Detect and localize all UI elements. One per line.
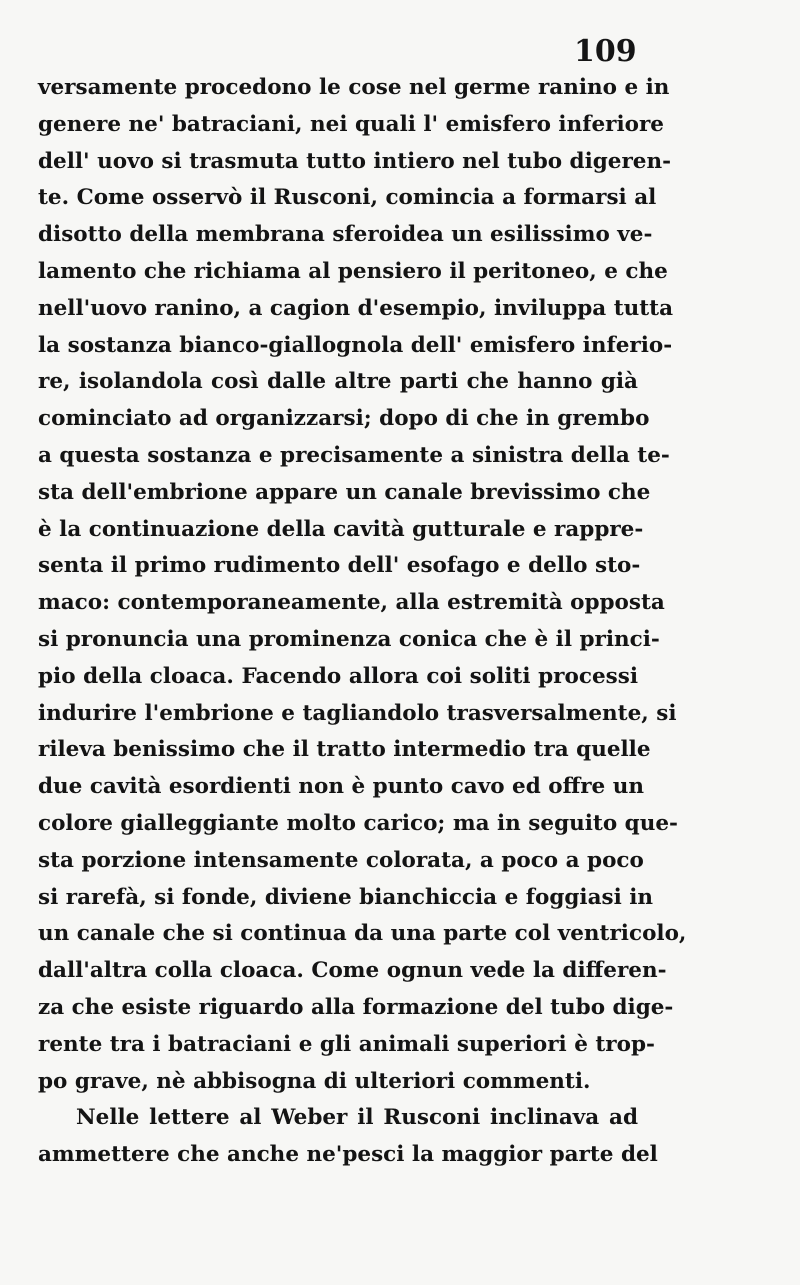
- text-line: rente tra i batraciani e gli animali superiori è trop-: [38, 1031, 655, 1057]
- text-line: genere ne' batraciani, nei quali l' emisfero inferiore: [38, 111, 664, 137]
- text-line: è la continuazione della cavità gutturale e rappre-: [38, 516, 644, 542]
- text-line: re, isolandola così dalle altre parti che hanno già: [38, 369, 638, 395]
- text-line: ammettere che anche ne'pesci la maggior parte del: [38, 1142, 658, 1168]
- text-line: disotto della membrana sferoidea un esilissimo ve-: [38, 222, 653, 248]
- text-line: la sostanza bianco-giallognola dell' emisfero inferio-: [38, 332, 673, 358]
- text-line: dell' uovo si trasmuta tutto intiero nel tubo digeren-: [38, 148, 672, 174]
- text-line: cominciato ad organizzarsi; dopo di che in grembo: [38, 406, 650, 432]
- text-line: te. Come osservò il Rusconi, comincia a formarsi al: [38, 185, 657, 211]
- text-line: indurire l'embrione e tagliandolo trasversalmente, si: [38, 700, 677, 726]
- text-line: lamento che richiama al pensiero il peritoneo, e che: [38, 258, 668, 284]
- text-line: due cavità esordienti non è punto cavo ed offre un: [38, 774, 644, 800]
- text-line: sta dell'embrione appare un canale brevissimo che: [38, 479, 651, 505]
- text-line: pio della cloaca. Facendo allora coi soliti processi: [38, 663, 638, 689]
- text-line: sta porzione intensamente colorata, a poco a poco: [38, 847, 644, 873]
- text-line: senta il primo rudimento dell' esofago e dello sto-: [38, 553, 641, 579]
- text-line: nell'uovo ranino, a cagion d'esempio, inviluppa tutta: [38, 295, 674, 321]
- text-line: maco: contemporaneamente, alla estremità opposta: [38, 590, 665, 616]
- text-line: a questa sostanza e precisamente a sinistra della te-: [38, 442, 670, 468]
- text-line: versamente procedono le cose nel germe ranino e in: [38, 75, 670, 100]
- text-line: colore gialleggiante molto carico; ma in seguito que-: [38, 810, 678, 836]
- text-line: si rarefà, si fonde, diviene bianchiccia e foggiasi in: [38, 884, 654, 910]
- text-line: un canale che si continua da una parte col ventricolo,: [38, 921, 687, 947]
- text-line: rileva benissimo che il tratto intermedio tra quelle: [38, 737, 651, 763]
- page-number: 109: [574, 34, 637, 69]
- text-line: si pronuncia una prominenza conica che è il princi-: [38, 626, 660, 652]
- paragraph-end-line: po grave, nè abbisogna di ulteriori commenti.: [38, 1068, 591, 1094]
- text-line: za che esiste riguardo alla formazione del tubo dige-: [38, 994, 674, 1020]
- body-text: [38, 70, 687, 1174]
- text-line: dall'altra colla cloaca. Come ognun vede la differen-: [38, 958, 667, 984]
- paragraph-start-line: Nelle lettere al Weber il Rusconi inclinava ad: [76, 1105, 638, 1131]
